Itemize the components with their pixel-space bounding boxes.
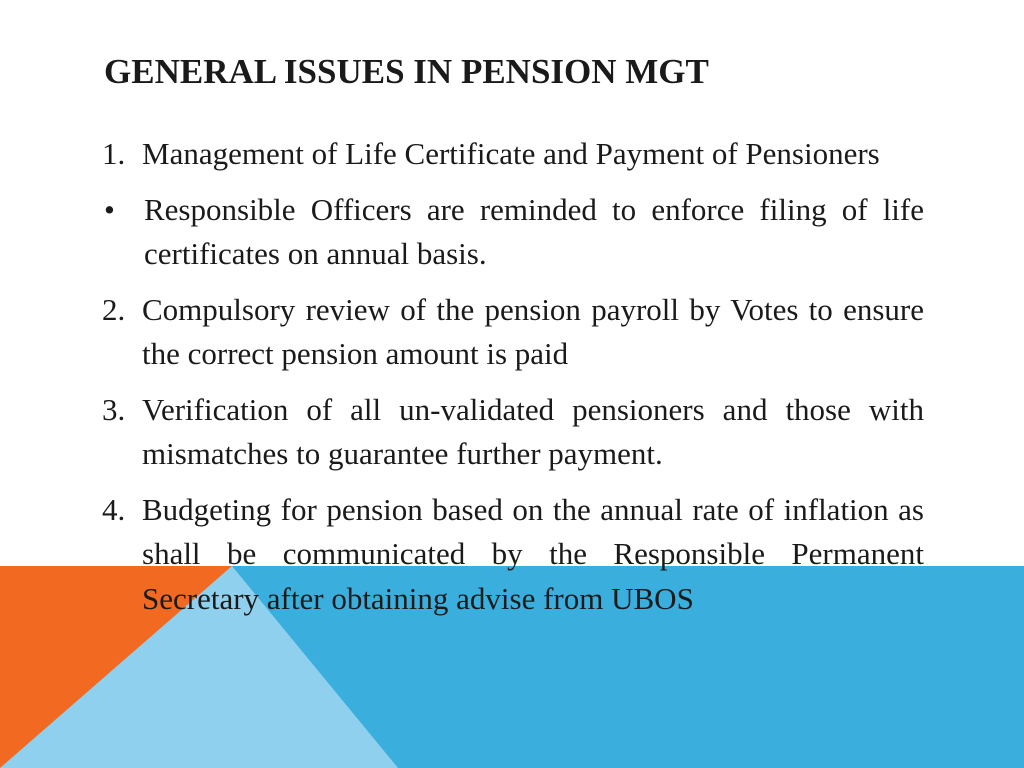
list-item-text: Compulsory review of the pension payroll by Votes to ensure the correct pension amount is paid: [142, 291, 924, 371]
list-item: [102, 488, 924, 622]
list-marker: 2.: [102, 291, 126, 327]
list-marker: 3.: [102, 391, 126, 427]
list-item-text: Responsible Officers are reminded to enforce filing of life certificates on annual basis.: [144, 191, 924, 271]
list-item-text: Budgeting for pension based on the annual rate of inflation as shall be communicated by the Responsible Permanent Secretary after obtaining advise from UBOS: [142, 491, 924, 616]
issues-list: [102, 132, 924, 632]
list-item: [102, 388, 924, 477]
slide-title: GENERAL ISSUES IN PENSION MGT: [104, 52, 709, 91]
list-marker: 1.: [102, 136, 126, 171]
list-item: [102, 288, 924, 377]
list-item: [102, 188, 924, 277]
list-marker: 4.: [102, 491, 126, 527]
list-item: [102, 132, 924, 177]
list-item-text: Management of Life Certificate and Payment of Pensioners: [142, 136, 880, 171]
list-item-text: Verification of all un-validated pensioners and those with mismatches to guarantee further payment.: [142, 391, 924, 471]
bullet-marker: •: [104, 191, 115, 227]
